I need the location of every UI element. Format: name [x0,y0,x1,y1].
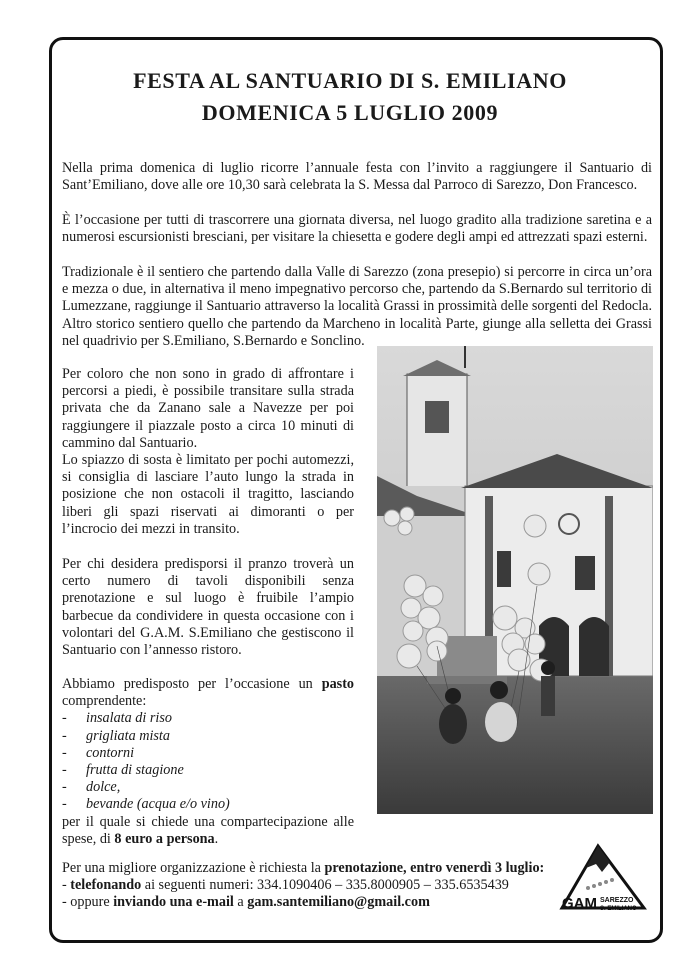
occasion-paragraph: È l’occasione per tutti di trascorrere una giornata diversa, nel luogo gradito alla tradizione saretina e a numerosi escursionisti bresciani, per visitare la chiesetta e godere degli ampi ed attrezzati spazi esterni. [62,212,652,246]
poster-date: DOMENICA 5 LUGLIO 2009 [201,100,499,125]
booking-line-3: - oppure inviando una e-mail a gam.santemiliano@gmail.com [62,894,430,911]
menu-item: - dolce, [62,779,354,796]
trails-paragraph: Tradizionale è il sentiero che partendo dalla Valle di Sarezzo (zona presepio) si percorre in circa un’ora e mezza o due, in alternativa il meno impegnativo percorso che, partendo da S.Bernardo sul territorio di Lumezzane, raggiunge il Santuario attraverso la località Grassi in prossimità delle sorgenti del Redocla. Altro storico sentiero quello che partendo da Marcheno in località Parte, giunge alla selletta dei Grassi nel quadrivio per S.Emiliano, S.Bernardo e Sonclino. [62,264,652,349]
gam-logo [558,842,648,920]
intro-paragraph: Nella prima domenica di luglio ricorre l’annuale festa con l’invito a raggiungere il Santuario di Sant’Emiliano, dove alle ore 10,30 sarà celebrata la S. Messa dal Parroco di Sarezzo, Don Francesco. [62,160,652,194]
parking-paragraph: Lo spiazzo di sosta è limitato per pochi automezzi, si consiglia di lasciare l’auto lungo la strada in posizione che non ostacoli il tragitto, lasciando liberi gli spazi riservati ai dimoranti o per l’incrocio dei mezzi in transito. [62,452,354,537]
menu-list [62,710,354,813]
booking-line-1: Per una migliore organizzazione è richiesta la prenotazione, entro venerdì 3 luglio: [62,860,545,876]
road-access-paragraph: Per coloro che non sono in grado di affrontare i percorsi a piedi, è possibile transitare sulla strada privata che da Zanano sale a Navezze per poi raggiungere il piazzale posto a circa 10 minuti di cammino dal Santuario. [62,366,354,451]
logo-main-text: GAM [562,895,597,912]
menu-item: - contorni [62,745,354,762]
menu-item: - insalata di riso [62,710,354,727]
booking-line-2: - telefonando ai seguenti numeri: 334.1090406 – 335.8000905 – 335.6535439 [62,877,509,894]
menu-block [62,676,354,848]
email-address[interactable]: gam.santemiliano@gmail.com [247,894,430,911]
menu-item: - bevande (acqua e/o vino) [62,796,354,813]
menu-item: - grigliata mista [62,728,354,745]
menu-intro: Abbiamo predisposto per l’occasione un pasto comprendente: [62,676,355,710]
price-note: per il quale si chiede una compartecipazione alle spese, di 8 euro a persona. [62,813,354,847]
lunch-paragraph: Per chi desidera predisporsi il pranzo troverà un certo numero di tavoli disponibili senza prenotazione e sul luogo è fruibile l’ampio barbecue da condividere in questa occasione con i volontari del G.A.M. S.Emiliano che gestiscono il Santuario con l’annesso ristoro. [62,556,354,659]
poster-title: FESTA AL SANTUARIO DI S. EMILIANO [133,68,567,93]
menu-item: - frutta di stagione [62,762,354,779]
sanctuary-photo [377,346,653,814]
logo-sub-text-2: S. EMILIANO [600,906,637,912]
logo-sub-text-1: SAREZZO [600,897,634,904]
